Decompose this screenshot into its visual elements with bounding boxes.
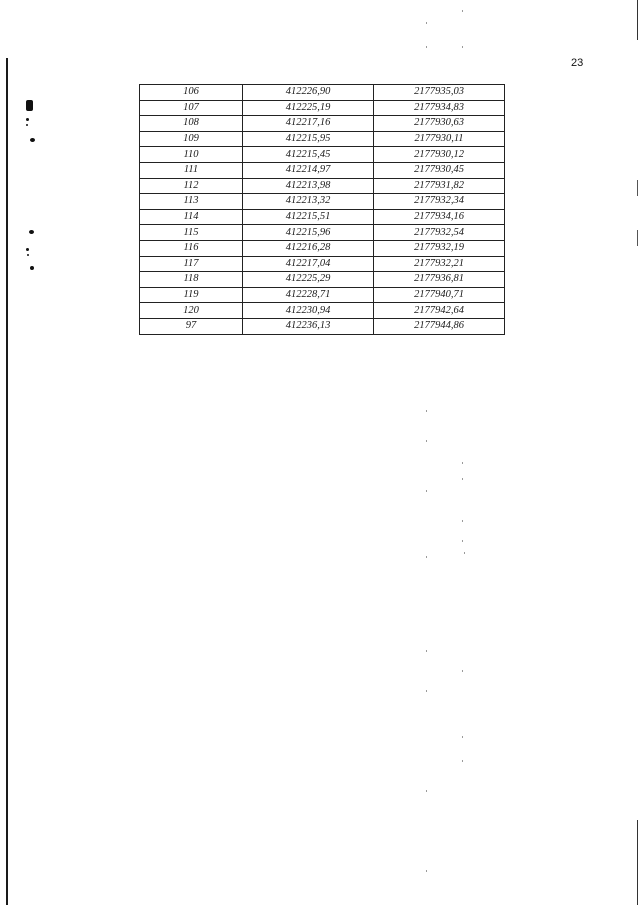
y-coordinate-cell: 2177930,12 [374,147,505,163]
scan-dot [426,790,427,792]
scan-edge-left [6,58,8,905]
point-number-cell: 113 [140,194,243,210]
x-coordinate-cell: 412225,19 [243,100,374,116]
coordinates-table [139,84,505,335]
point-number-cell: 109 [140,131,243,147]
scan-dot [426,440,427,442]
table-row [140,194,505,210]
x-coordinate-cell: 412213,98 [243,178,374,194]
scan-dot [426,650,427,652]
point-number-cell: 111 [140,162,243,178]
y-coordinate-cell: 2177932,54 [374,225,505,241]
scan-speck [26,100,33,111]
point-number-cell: 107 [140,100,243,116]
point-number-cell: 117 [140,256,243,272]
point-number-cell: 110 [140,147,243,163]
table-row [140,209,505,225]
x-coordinate-cell: 412216,28 [243,240,374,256]
scan-dot [426,46,427,48]
scan-speck [30,138,35,142]
y-coordinate-cell: 2177931,82 [374,178,505,194]
x-coordinate-cell: 412215,51 [243,209,374,225]
y-coordinate-cell: 2177932,19 [374,240,505,256]
scan-dot [426,22,427,24]
table-row [140,116,505,132]
scan-edge-right-bottom [637,820,638,905]
point-number-cell: 108 [140,116,243,132]
page-number: 23 [571,57,584,69]
scan-dot [426,556,427,558]
scan-dot [462,462,463,464]
scan-speck [26,124,28,126]
x-coordinate-cell: 412236,13 [243,318,374,334]
table-row [140,318,505,334]
table-row [140,256,505,272]
point-number-cell: 114 [140,209,243,225]
table-row [140,225,505,241]
y-coordinate-cell: 2177930,63 [374,116,505,132]
x-coordinate-cell: 412213,32 [243,194,374,210]
x-coordinate-cell: 412230,94 [243,303,374,319]
table-row [140,287,505,303]
table-row [140,240,505,256]
scan-dot [462,46,463,48]
point-number-cell: 106 [140,85,243,101]
x-coordinate-cell: 412217,16 [243,116,374,132]
scan-edge-right-mark [637,230,638,246]
x-coordinate-cell: 412225,29 [243,272,374,288]
scan-speck [30,266,34,270]
scan-dot [462,670,463,672]
table-row [140,85,505,101]
scan-dot [426,690,427,692]
scan-edge-right-mark [637,180,638,196]
scan-dot [462,760,463,762]
y-coordinate-cell: 2177942,64 [374,303,505,319]
point-number-cell: 116 [140,240,243,256]
table-row [140,100,505,116]
coordinates-table-body [140,85,505,335]
point-number-cell: 97 [140,318,243,334]
scan-dot [426,410,427,412]
y-coordinate-cell: 2177932,34 [374,194,505,210]
scan-dot [462,478,463,480]
scan-speck [27,254,29,256]
x-coordinate-cell: 412226,90 [243,85,374,101]
scan-dot [462,10,463,12]
table-row [140,147,505,163]
scan-dot [464,552,465,554]
table-row [140,303,505,319]
table-row [140,178,505,194]
x-coordinate-cell: 412228,71 [243,287,374,303]
y-coordinate-cell: 2177944,86 [374,318,505,334]
scan-dot [426,490,427,492]
x-coordinate-cell: 412214,97 [243,162,374,178]
y-coordinate-cell: 2177930,11 [374,131,505,147]
scan-edge-right-top [637,0,638,40]
scan-dot [462,540,463,542]
point-number-cell: 120 [140,303,243,319]
x-coordinate-cell: 412215,96 [243,225,374,241]
x-coordinate-cell: 412215,95 [243,131,374,147]
scan-speck [26,248,29,251]
point-number-cell: 115 [140,225,243,241]
point-number-cell: 112 [140,178,243,194]
scan-dot [462,736,463,738]
point-number-cell: 118 [140,272,243,288]
x-coordinate-cell: 412217,04 [243,256,374,272]
y-coordinate-cell: 2177935,03 [374,85,505,101]
scan-speck [26,118,29,121]
y-coordinate-cell: 2177934,83 [374,100,505,116]
scan-speck [29,230,34,234]
scan-dot [462,520,463,522]
y-coordinate-cell: 2177940,71 [374,287,505,303]
y-coordinate-cell: 2177932,21 [374,256,505,272]
y-coordinate-cell: 2177934,16 [374,209,505,225]
y-coordinate-cell: 2177930,45 [374,162,505,178]
y-coordinate-cell: 2177936,81 [374,272,505,288]
table-row [140,162,505,178]
point-number-cell: 119 [140,287,243,303]
x-coordinate-cell: 412215,45 [243,147,374,163]
table-row [140,272,505,288]
table-row [140,131,505,147]
scan-dot [426,870,427,872]
